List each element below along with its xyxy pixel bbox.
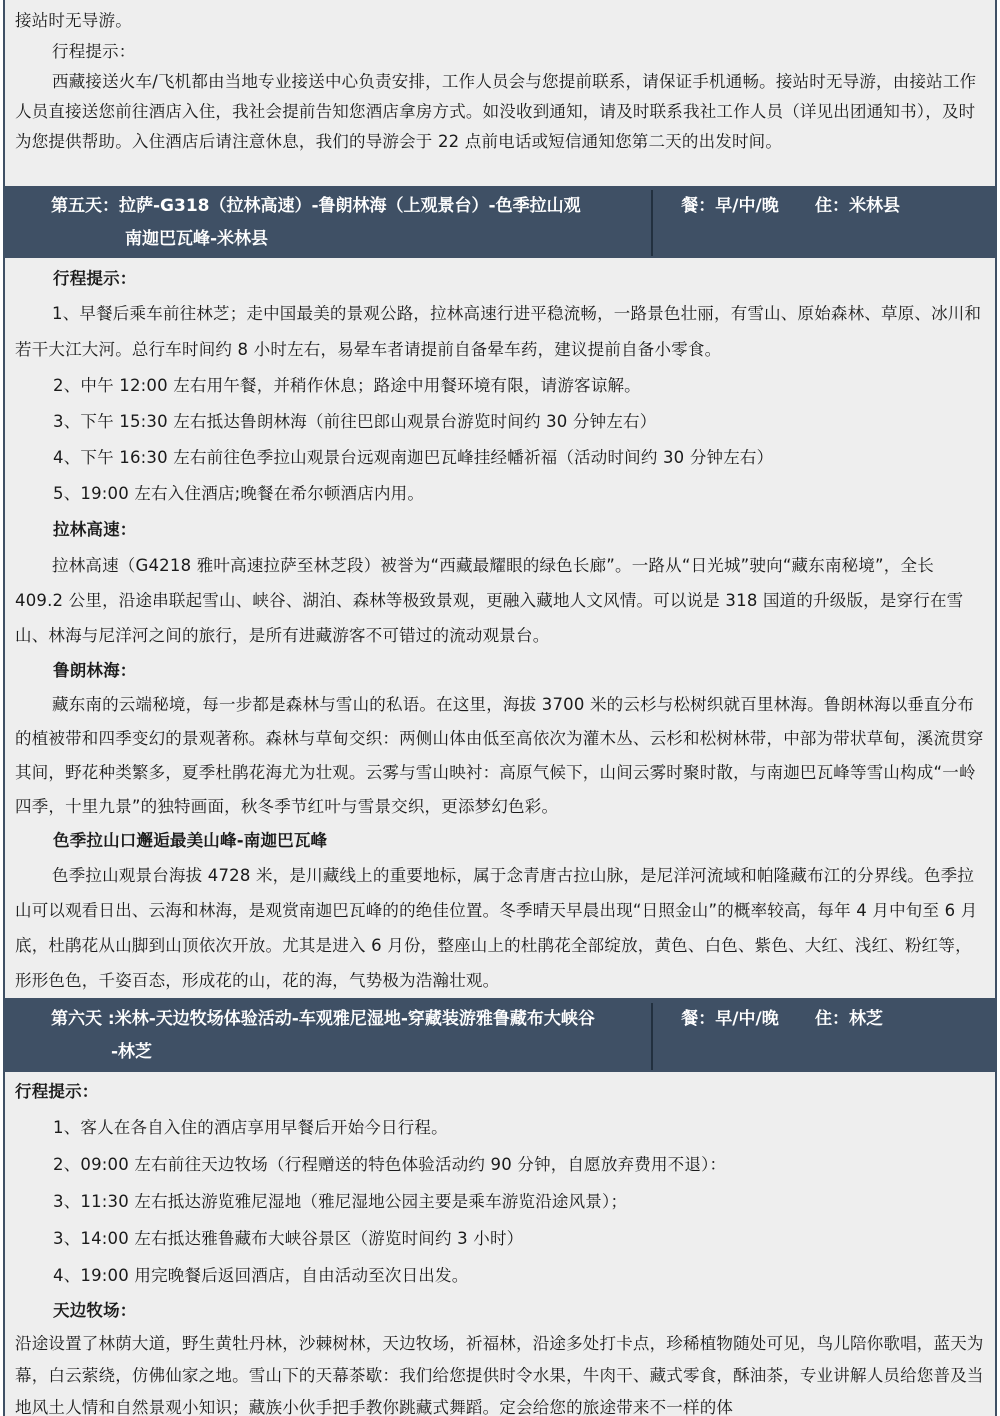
day5-title-line1: 第五天：拉萨-G318（拉林高速）-鲁朗林海（上观景台）-色季拉山观 [51, 196, 581, 216]
section-heading: 色季拉山口邂逅最美山峰-南迦巴瓦峰 [53, 831, 328, 850]
intro-block [5, 0, 995, 188]
day6-item: 4、19:00 用完晚餐后返回酒店，自由活动至次日出发。 [53, 1266, 469, 1285]
day6-item: 1、客人在各自入住的酒店享用早餐后开始今日行程。 [53, 1118, 448, 1137]
day6-title-line1: 第六天 :米林-天边牧场体验活动-车观雅尼湿地-穿藏装游雅鲁藏布大峡谷 [51, 1009, 595, 1029]
day6-title-line2: -林芝 [111, 1042, 153, 1062]
itinerary-page [3, 0, 997, 1416]
section-heading: 鲁朗林海： [53, 661, 137, 680]
section-text: 沿途设置了林荫大道，野生黄牡丹林，沙棘树林，天边牧场，祈福林，沿途多处打卡点，珍稀植物随处可见，鸟儿陪你歌唱，蓝天为幕，白云萦绕，仿佛仙家之地。雪山下的天幕茶歇：我们给您提供时令水果，牛肉干、藏式零食，酥油茶，专业讲解人员给您普及当地风土人情和自然景观小知识；藏族小伙手把手教你跳藏式舞蹈。定会给您的旅途带来不一样的体 [15, 1334, 984, 1416]
day5-header [5, 188, 995, 258]
day5-meals: 餐：早/中/晚 [681, 196, 779, 216]
intro-tips-label: 行程提示： [52, 42, 136, 61]
intro-line: 接站时无导游。 [15, 11, 132, 30]
day6-stay: 住：林芝 [815, 1009, 883, 1029]
day5-item: 3、下午 15:30 左右抵达鲁朗林海（前往巴郎山观景台游览时间约 30 分钟左右） [53, 412, 657, 431]
section-text: 藏东南的云端秘境，每一步都是森林与雪山的私语。在这里，海拔 3700 米的云杉与松树织就百里林海。鲁朗林海以垂直分布的植被带和四季变幻的景观著称。森林与草甸交织：两侧山体由低至高依次为灌木丛、云杉和松树林带，中部为带状草甸，溪流贯穿其间，野花种类繁多，夏季杜鹃花海尤为壮观。云雾与雪山映衬：高原气候下，山间云雾时聚时散，与南迦巴瓦峰等雪山构成“一岭四季，十里九景”的独特画面，秋冬季节红叶与雪景交织，更添梦幻色彩。 [15, 695, 984, 816]
day6-item: 3、14:00 左右抵达雅鲁藏布大峡谷景区（游览时间约 3 小时） [53, 1229, 524, 1248]
day6-meals: 餐：早/中/晚 [681, 1009, 779, 1029]
day6-body [5, 1072, 995, 1416]
day5-item: 1、早餐后乘车前往林芝；走中国最美的景观公路，拉林高速行进平稳流畅，一路景色壮丽，有雪山、原始森林、草原、冰川和若干大江大河。总行车时间约 8 小时左右，易晕车者请提前自备晕车药，建议提前自备小零食。 [15, 304, 982, 359]
intro-paragraph: 西藏接送火车/飞机都由当地专业接送中心负责安排，工作人员会与您提前联系，请保证手机通畅。接站时无导游，由接站工作人员直接送您前往酒店入住，我社会提前告知您酒店拿房方式。如没收到通知，请及时联系我社工作人员（详见出团通知书），及时为您提供帮助。入住酒店后请注意休息，我们的导游会于 22 点前电话或短信通知您第二天的出发时间。 [15, 72, 977, 151]
section-heading: 天边牧场： [53, 1301, 137, 1320]
day5-item: 2、中午 12:00 左右用午餐，并稍作休息；路途中用餐环境有限，请游客谅解。 [53, 376, 641, 395]
day6-header [5, 1000, 995, 1072]
day5-body [5, 258, 995, 1000]
day5-title-line2: 南迦巴瓦峰-米林县 [125, 229, 269, 249]
day6-title [5, 1003, 653, 1070]
day5-tips-label: 行程提示： [53, 269, 137, 288]
day6-item: 2、09:00 左右前往天边牧场（行程赠送的特色体验活动约 90 分钟，自愿放弃费用不退）： [53, 1155, 727, 1174]
day5-title [5, 190, 653, 256]
day5-item: 5、19:00 左右入住酒店;晚餐在希尔顿酒店内用。 [53, 484, 425, 503]
day6-item: 3、11:30 左右抵达游览雅尼湿地（雅尼湿地公园主要是乘车游览沿途风景）； [53, 1192, 628, 1211]
day5-item: 4、下午 16:30 左右前往色季拉山观景台远观南迦巴瓦峰挂经幡祈福（活动时间约 30 分钟左右） [53, 448, 774, 467]
day6-tips-label: 行程提示： [15, 1082, 99, 1101]
section-heading: 拉林高速： [53, 520, 137, 539]
section-text: 色季拉山观景台海拔 4728 米，是川藏线上的重要地标，属于念青唐古拉山脉，是尼洋河流域和帕隆藏布江的分界线。色季拉山可以观看日出、云海和林海，是观赏南迦巴瓦峰的的绝佳位置。冬季晴天早晨出现“日照金山”的概率较高，每年 4 月中旬至 6 月底，杜鹃花从山脚到山顶依次开放。尤其是进入 6 月份，整座山上的杜鹃花全部绽放，黄色、白色、紫色、大红、浅红、粉红等，形形色色，千姿百态，形成花的山，花的海，气势极为浩瀚壮观。 [15, 866, 978, 990]
section-text: 拉林高速（G4218 雅叶高速拉萨至林芝段）被誉为“西藏最耀眼的绿色长廊”。一路从“日光城”驶向“藏东南秘境”，全长 409.2 公里，沿途串联起雪山、峡谷、湖泊、森林等极致景观，更融入藏地人文风情。可以说是 318 国道的升级版，是穿行在雪山、林海与尼洋河之间的旅行，是所有进藏游客不可错过的流动观景台。 [15, 556, 964, 645]
day5-stay: 住：米林县 [815, 196, 900, 216]
